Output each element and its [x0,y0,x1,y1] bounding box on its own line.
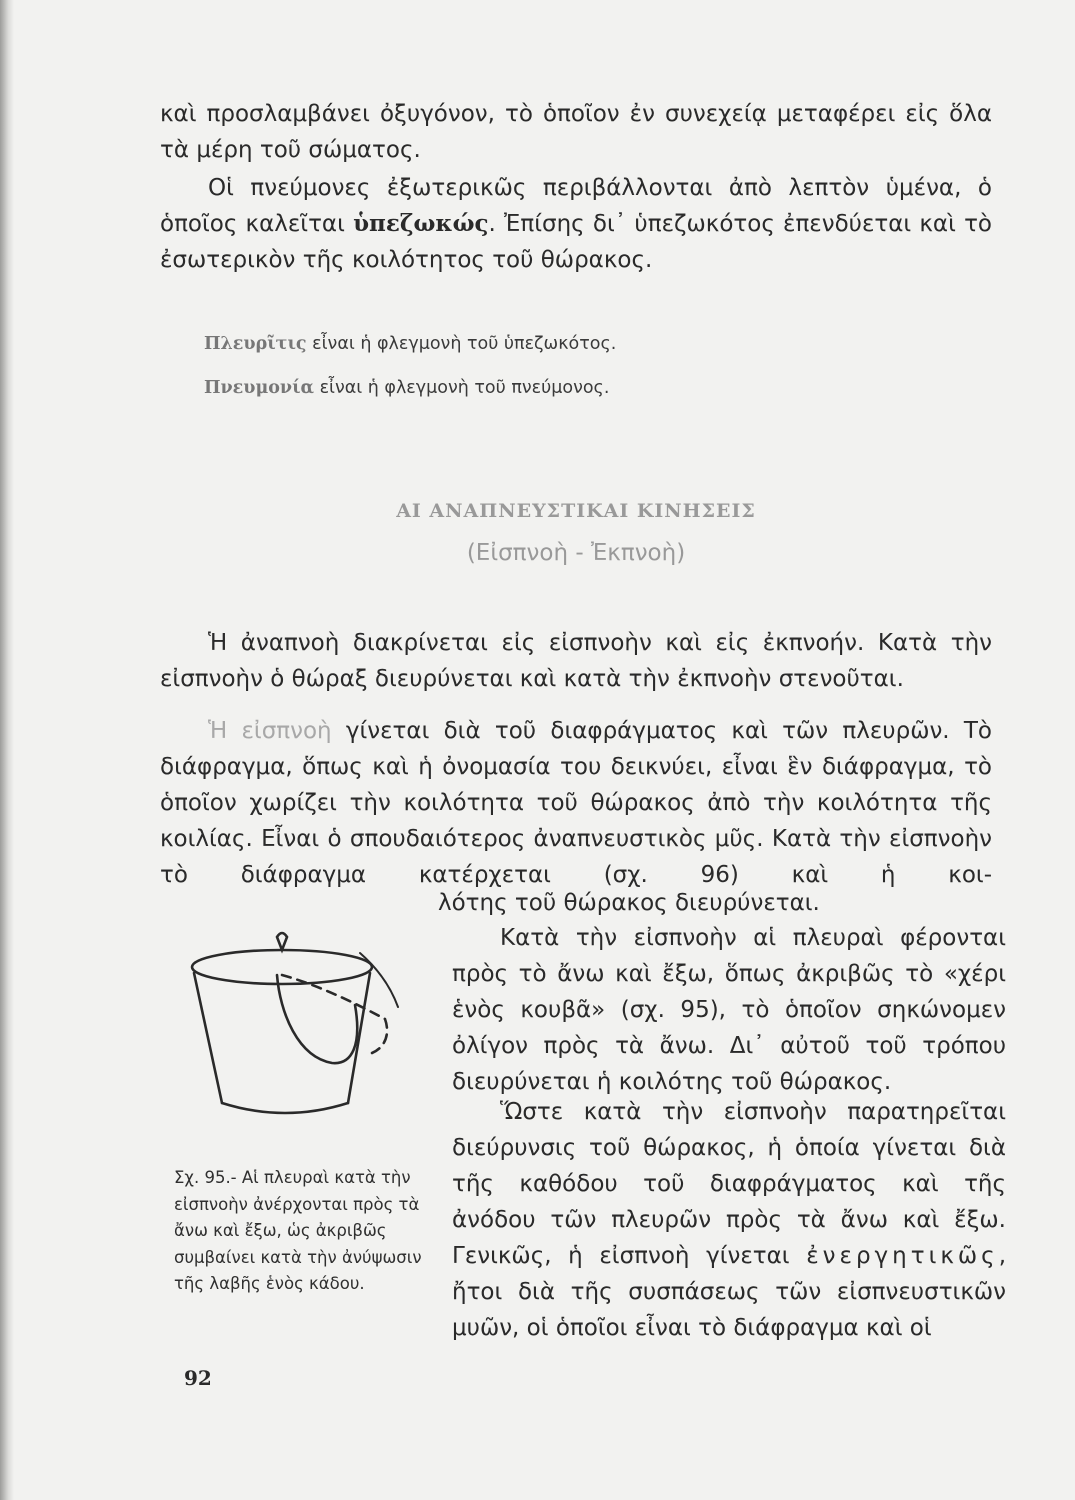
paragraph-pleura [160,170,992,278]
page-edge [0,0,14,1500]
paragraph-pleura-text-2: . Ἐπίσης δι᾽ ὑπεζωκότος ἐπενδύεται καὶ τὸ ἐσωτερικὸν τῆς κοιλότητος τοῦ θώρακος. [160,211,992,273]
paragraph-ribs [452,920,1006,1100]
note-pleurisy-term: Πλευρῖτις [204,334,307,354]
section-subheading: (Εἰσπνοὴ - Ἐκπνοὴ) [466,540,686,566]
figure-caption: Σχ. 95.- Αἱ πλευραὶ κατὰ τὴν εἰσπνοὴν ἀνέρχονται πρὸς τὰ ἄνω καὶ ἔξω, ὡς ἀκριβῶς συμβαίνει κατὰ τὴν ἀνύψωσιν τῆς λαβῆς ἑνὸς κάδου. [174,1168,422,1293]
term-inhalation: Ἡ εἰσπνοὴ [208,718,332,744]
bucket-figure [180,925,420,1150]
note-pneumonia-text: εἶναι ἡ φλεγμονὴ τοῦ πνεύμονος. [314,378,610,398]
note-pleurisy-text: εἶναι ἡ φλεγμονὴ τοῦ ὑπεζωκότος. [306,334,617,354]
paragraph-summary-text-1: Ὥστε κατὰ τὴν εἰσπνοὴν παρατηρεῖται διεύρυνσις τοῦ θώρακος, ἡ ὁποία γίνεται διὰ τῆς καθόδου τοῦ διαφράγματος καὶ τῆς ἀνόδου τῶν πλευρῶν πρὸς τὰ ἄνω καὶ ἔξω. Γενικῶς, ἡ εἰσπνοὴ γίνεται [452,1099,1006,1269]
note-pleurisy [204,334,964,354]
paragraph-summary-text-2: , ἤτοι διὰ τῆς συσπάσεως τῶν εἰσπνευστικῶν μυῶν, οἱ ὁποῖοι εἶναι τὸ διάφραγμα καὶ οἱ [452,1243,1006,1341]
paragraph-summary [452,1094,1006,1346]
paragraph-inhalation-tail-text: λότης τοῦ θώρακος διευρύνεται. [438,890,820,916]
note-pneumonia-term: Πνευμονία [204,378,315,398]
paragraph-pleura-text-1: Οἱ πνεύμονες ἐξωτερικῶς περιβάλλονται ἀπὸ λεπτὸν ὑμένα, ὁ ὁποῖος καλεῖται [160,175,992,237]
paragraph-intro-text: καὶ προσλαμβάνει ὀξυγόνον, τὸ ὁποῖον ἐν συνεχείᾳ μεταφέρει εἰς ὅλα τὰ μέρη τοῦ σώματος. [160,101,992,163]
bucket-illustration [180,925,420,1150]
paragraph-ribs-text: Κατὰ τὴν εἰσπνοὴν αἱ πλευραὶ φέρονται πρὸς τὸ ἄνω καὶ ἔξω, ὅπως ἀκριβῶς τὸ «χέρι ἑνὸς κουβᾶ» (σχ. 95), τὸ ὁποῖον σηκώνομεν ὀλίγον πρὸς τὰ ἄνω. Δι᾽ αὐτοῦ τοῦ τρόπου διευρύνεται ἡ κοιλότης τοῦ θώρακος. [452,925,1006,1095]
term-pleura: ὑπεζωκώς [353,210,489,237]
paragraph-inhalation-tail [438,885,992,921]
note-pneumonia [204,378,964,398]
paragraph-intro [160,96,992,168]
page-number: 92 [184,1366,212,1390]
term-actively: ἐνεργητικῶς [806,1243,999,1269]
section-heading: ΑΙ ΑΝΑΠΝΕΥΣΤΙΚΑΙ ΚΙΝΗΣΕΙΣ [396,500,756,522]
paragraph-breathing [160,625,992,697]
paragraph-breathing-text: Ἡ ἀναπνοὴ διακρίνεται εἰς εἰσπνοὴν καὶ εἰς ἐκπνοήν. Κατὰ τὴν εἰσπνοὴν ὁ θώραξ διευρύνεται καὶ κατὰ τὴν ἐκπνοὴν στενοῦται. [160,630,992,692]
paragraph-inhalation-text: γίνεται διὰ τοῦ διαφράγματος καὶ τῶν πλευρῶν. Τὸ διάφραγμα, ὅπως καὶ ἡ ὀνομασία του δεικνύει, εἶναι ἓν διάφραγμα, τὸ ὁποῖον χωρίζει τὴν κοιλότητα τοῦ θώρακος ἀπὸ τὴν κοιλότητα τῆς κοιλίας. Εἶναι ὁ σπουδαιότερος ἀναπνευστικὸς μῦς. Κατὰ τὴν εἰσπνοὴν τὸ διάφραγμα κατέρχεται (σχ. 96) καὶ ἡ κοι- [160,718,992,888]
